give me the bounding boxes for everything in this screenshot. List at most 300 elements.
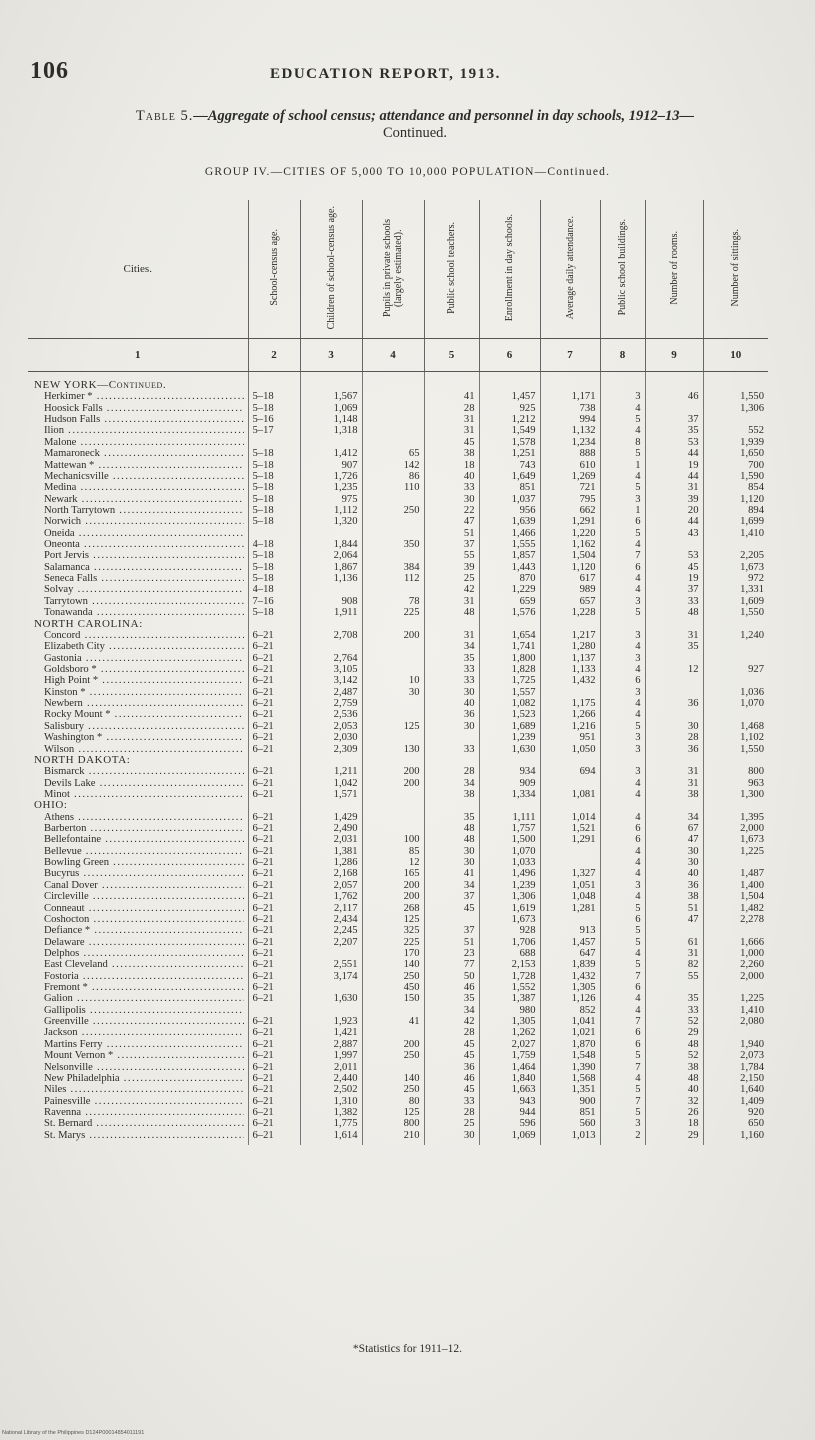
table-cell: 1,000 (740, 947, 764, 959)
table-cell: 30 (463, 493, 475, 505)
table-cell: 888 (579, 448, 596, 460)
table-cell: 1,468 (740, 720, 764, 732)
table-cell: 39 (463, 561, 475, 573)
table-cell: 1,412 (333, 448, 358, 460)
table-cell: 1,432 (571, 970, 596, 982)
table-cell: 7–16 (252, 595, 274, 607)
table-cell: 1,410 (740, 527, 764, 539)
table-caption (40, 108, 790, 142)
table-cell (367, 641, 420, 652)
column-number: 6 (479, 339, 540, 372)
table-cell: 7 (635, 1016, 641, 1028)
table-cell: 1,251 (511, 448, 536, 460)
table-cell (367, 653, 420, 664)
city-name: Ilion ..... (34, 425, 244, 436)
table-cell: 3 (635, 732, 641, 744)
table-cell: 4 (635, 777, 641, 789)
table-cell: 1,557 (511, 686, 536, 698)
column-rooms (645, 372, 703, 1146)
table-cell: 6–21 (252, 1038, 274, 1050)
table-cell: 4 (635, 788, 641, 800)
table-cell: 1 (635, 504, 641, 516)
table-cell (367, 709, 420, 720)
table-cell: 1,757 (511, 823, 536, 835)
table-cell: 2,117 (334, 902, 358, 914)
table-cell: 250 (403, 504, 420, 516)
table-cell: 951 (579, 732, 596, 744)
table-cell (253, 1005, 296, 1016)
table-cell: 6–21 (252, 698, 274, 710)
table-cell: 2,080 (740, 1016, 764, 1028)
table-cell: 45 (463, 902, 475, 914)
table-cell: 48 (463, 607, 475, 619)
table-cell: 55 (687, 970, 699, 982)
table-cell: 1,320 (333, 516, 358, 528)
table-cell: 907 (341, 459, 358, 471)
table-cell: 1,619 (511, 902, 536, 914)
table-cell (367, 414, 420, 425)
table-cell: 657 (579, 595, 596, 607)
table-cell: 1,216 (571, 720, 596, 732)
table-cell (650, 982, 699, 993)
city-name: Bismarck ..... (34, 766, 244, 777)
table-cell: 86 (408, 470, 420, 482)
table-cell: 6 (635, 561, 641, 573)
city-name: North Tarrytown ..... (34, 505, 244, 516)
table-cell (708, 857, 765, 868)
table-cell: 65 (408, 448, 420, 460)
table-cell: 6–21 (252, 823, 274, 835)
table-cell: 19 (687, 459, 699, 471)
table-cell: 1,229 (511, 584, 536, 596)
table-cell: 34 (463, 777, 475, 789)
table-cell (305, 380, 358, 391)
table-cell: 140 (403, 1072, 420, 1084)
table-cell: 8 (635, 436, 641, 448)
column-number: 9 (645, 339, 703, 372)
table-cell: 1,614 (333, 1129, 358, 1141)
table-cell: 894 (748, 504, 764, 516)
table-cell (650, 675, 699, 686)
table-cell: 1 (635, 459, 641, 471)
table-cell: 1,673 (740, 561, 764, 573)
table-cell (545, 755, 596, 766)
table-cell (367, 494, 420, 505)
table-cell: 38 (687, 891, 699, 903)
table-cell: 2,759 (333, 698, 358, 710)
table-cell (253, 380, 296, 391)
table-cell: 45 (463, 1084, 475, 1096)
table-cell: 5 (635, 925, 641, 937)
city-name: St. Marys ..... (34, 1130, 244, 1141)
table-cell (708, 675, 765, 686)
table-cell (650, 619, 699, 630)
table-cell: 30 (463, 720, 475, 732)
table-cell: 3 (635, 1118, 641, 1130)
footnote: *Statistics for 1911–12. (352, 1343, 463, 1355)
table-cell (429, 732, 475, 743)
city-name: Tonawanda ..... (34, 607, 244, 618)
table-cell: 6–21 (252, 788, 274, 800)
table-cell: 1,111 (512, 811, 536, 823)
column-number: 2 (248, 339, 300, 372)
table-cell: 1,689 (511, 720, 536, 732)
table-cell: 28 (463, 402, 475, 414)
table-cell: 48 (463, 823, 475, 835)
city-name: Delphos ..... (34, 948, 244, 959)
table-cell: 1,240 (740, 629, 764, 641)
table-cell: 6–21 (252, 857, 274, 869)
table-cell: 1,070 (511, 845, 536, 857)
table-cell: 5–18 (252, 470, 274, 482)
table-cell: 110 (404, 482, 420, 494)
table-cell: 1,576 (511, 607, 536, 619)
table-cell: 1,549 (511, 425, 536, 437)
header-enrollment (479, 200, 540, 339)
table-cell: 662 (579, 504, 596, 516)
table-cell: 268 (403, 902, 420, 914)
table-cell (545, 914, 596, 925)
table-cell: 1,137 (571, 652, 596, 664)
city-name: Martins Ferry ..... (34, 1039, 244, 1050)
city-name: Malone ..... (34, 437, 244, 448)
table-cell: 1,550 (740, 607, 764, 619)
table-cell: 1,521 (571, 823, 596, 835)
table-cell: 1,069 (333, 402, 358, 414)
city-name: Ravenna ..... (34, 1107, 244, 1118)
table-cell: 30 (463, 686, 475, 698)
column-buildings (600, 372, 645, 1146)
city-name: Galion ..... (34, 993, 244, 1004)
table-cell: 125 (403, 1107, 420, 1118)
city-name: Mamaroneck ..... (34, 448, 244, 459)
table-cell: 51 (463, 936, 475, 948)
table-cell: 5–18 (252, 448, 274, 460)
table-cell: 800 (403, 1118, 420, 1130)
table-cell: 909 (519, 777, 536, 789)
table-cell: 4 (635, 539, 641, 551)
city-name: Seneca Falls ..... (34, 573, 244, 584)
table-cell: 6–21 (252, 663, 274, 675)
table-cell: 2,490 (333, 823, 358, 835)
table-cell (429, 619, 475, 630)
table-cell: 1,725 (511, 675, 536, 687)
table-cell: 33 (463, 482, 475, 494)
table-cell: 1,269 (571, 470, 596, 482)
table-cell: 4 (635, 857, 641, 869)
header-label: Cities. (123, 263, 152, 275)
table-cell: 28 (463, 1107, 475, 1118)
city-name: Gallipolis ..... (34, 1005, 244, 1016)
table-cell: 12 (687, 663, 699, 675)
table-cell: 67 (687, 823, 699, 835)
table-cell (305, 528, 358, 539)
table-cell: 31 (687, 629, 699, 641)
table-cell (650, 800, 699, 811)
table-cell: 2,440 (333, 1072, 358, 1084)
table-cell (429, 380, 475, 391)
table-cell: 795 (579, 493, 596, 505)
table-cell: 1,331 (740, 584, 764, 596)
table-cell: 943 (519, 1095, 536, 1107)
table-cell: 6 (635, 1038, 641, 1050)
table-cell: 3 (635, 652, 641, 664)
table-cell: 47 (463, 516, 475, 528)
table-cell: 140 (403, 959, 420, 971)
table-cell: 5 (635, 959, 641, 971)
table-cell (253, 755, 296, 766)
table-cell (605, 755, 641, 766)
table-cell: 10 (408, 675, 420, 687)
table-cell: 142 (403, 459, 420, 471)
table-cell (367, 1005, 420, 1016)
table-cell (367, 516, 420, 527)
table-cell: 35 (463, 652, 475, 664)
table-cell: 694 (579, 766, 596, 778)
table-cell: 1,042 (333, 777, 358, 789)
table-cell: 6–21 (252, 868, 274, 880)
city-name: Hoosick Falls ..... (34, 403, 244, 414)
table-cell: 1,650 (740, 448, 764, 460)
column-city (28, 372, 248, 1146)
table-cell (708, 982, 765, 993)
table-cell: 250 (403, 1050, 420, 1062)
table-cell: 30 (687, 857, 699, 869)
table-cell: 5–18 (252, 482, 274, 494)
table-cell: 1,211 (334, 766, 358, 778)
table-cell (545, 778, 596, 789)
table-cell: 80 (408, 1095, 420, 1107)
table-cell: 2,053 (333, 720, 358, 732)
table-cell: 1,051 (571, 879, 596, 891)
table-cell: 225 (403, 936, 420, 948)
table-cell: 4 (635, 402, 641, 414)
table-cell: 1,784 (740, 1061, 764, 1073)
table-cell (708, 800, 765, 811)
table-cell: 1,432 (571, 675, 596, 687)
table-cell: 560 (579, 1118, 596, 1130)
table-cell: 927 (748, 663, 764, 675)
header-label: Number of sittings. (730, 228, 742, 307)
table-cell: 31 (463, 414, 475, 426)
group-title: GROUP IV.—CITIES OF 5,000 TO 10,000 POPULATION—Continued. (204, 166, 611, 178)
table-cell: 31 (463, 425, 475, 437)
table-cell: 6–21 (252, 1050, 274, 1062)
table-cell: 6 (635, 675, 641, 687)
table-cell: 30 (463, 845, 475, 857)
table-cell: 6 (635, 913, 641, 925)
city-name: Fostoria ..... (34, 971, 244, 982)
table-cell: 1,839 (571, 959, 596, 971)
city-name: Greenville ..... (34, 1016, 244, 1027)
table-label: Table 5. (135, 108, 194, 124)
table-cell: 77 (463, 959, 475, 971)
city-name: Athens ..... (34, 812, 244, 823)
table-cell: 596 (519, 1118, 536, 1130)
table-cell: 1,036 (740, 686, 764, 698)
page-number: 106 (30, 58, 69, 84)
city-name: Painesville ..... (34, 1096, 244, 1107)
table-cell: 52 (687, 1050, 699, 1062)
city-name: Wilson ..... (34, 744, 244, 755)
table-cell (650, 925, 699, 936)
city-name: Washington * ..... (34, 732, 244, 743)
table-cell: 2 (635, 1129, 641, 1141)
table-cell (708, 755, 765, 766)
table-cell: 6–21 (252, 947, 274, 959)
table-cell: 3 (635, 879, 641, 891)
table-cell: 1,997 (333, 1050, 358, 1062)
table-title: —Aggregate of school census; attendance and personnel in day schools, 1912–13— (193, 108, 695, 124)
table-cell: 1,759 (511, 1050, 536, 1062)
column-private-pupils (362, 372, 424, 1146)
table-cell (253, 619, 296, 630)
table-cell: 200 (403, 891, 420, 903)
table-cell (708, 1027, 765, 1038)
table-cell: 43 (687, 527, 699, 539)
table-cell: 6–21 (252, 709, 274, 721)
table-cell: 6–21 (252, 1084, 274, 1096)
table-cell: 4 (635, 709, 641, 721)
table-cell: 38 (687, 788, 699, 800)
table-cell: 5–18 (252, 459, 274, 471)
table-cell: 852 (579, 1004, 596, 1016)
table-cell: 1,069 (511, 1129, 536, 1141)
table-cell: 28 (463, 1027, 475, 1039)
table-cell: 6–21 (252, 959, 274, 971)
city-name: Bowling Green ..... (34, 857, 244, 868)
table-cell (708, 925, 765, 936)
table-cell: 4 (635, 811, 641, 823)
table-cell: 45 (463, 1038, 475, 1050)
table-cell: 31 (687, 766, 699, 778)
table-cell (367, 403, 420, 414)
table-cell: 1,395 (740, 811, 764, 823)
table-cell: 1,568 (571, 1072, 596, 1084)
city-name: Devils Lake ..... (34, 778, 244, 789)
table-cell: 34 (687, 811, 699, 823)
table-cell: 1,327 (571, 868, 596, 880)
table-cell: 3 (635, 686, 641, 698)
table-cell: 112 (404, 573, 420, 585)
table-cell: 1,334 (511, 788, 536, 800)
table-cell: 18 (463, 459, 475, 471)
city-name: Minot ..... (34, 789, 244, 800)
table-cell: 1,496 (511, 868, 536, 880)
table-cell (650, 687, 699, 698)
table-cell: 6 (635, 982, 641, 994)
table-cell: 1,590 (740, 470, 764, 482)
table-cell: 721 (579, 482, 596, 494)
table-cell: 1,082 (511, 698, 536, 710)
table-cell: 1,640 (740, 1084, 764, 1096)
table-cell: 1,291 (571, 834, 596, 846)
table-cell: 2,168 (333, 868, 358, 880)
table-cell: 1,037 (511, 493, 536, 505)
city-name: Gastonia ..... (34, 653, 244, 664)
table-cell: 2,000 (740, 970, 764, 982)
table-cell: 6–21 (252, 1072, 274, 1084)
table-cell: 1,741 (511, 641, 536, 653)
table-cell: 5–16 (252, 414, 274, 426)
table-cell: 35 (687, 993, 699, 1005)
table-cell: 928 (519, 925, 536, 937)
table-cell: 1,578 (511, 436, 536, 448)
table-cell: 1,381 (333, 845, 358, 857)
table-cell: 3 (635, 391, 641, 403)
table-cell: 165 (403, 868, 420, 880)
table-cell: 1,390 (571, 1061, 596, 1073)
table-cell (429, 755, 475, 766)
table-cell: 200 (403, 1038, 420, 1050)
table-cell (650, 403, 699, 414)
table-cell: 4–18 (252, 539, 274, 551)
table-cell: 45 (463, 1050, 475, 1062)
city-name: Salamanca ..... (34, 562, 244, 573)
table-cell: 2,887 (333, 1038, 358, 1050)
table-cell: 7 (635, 1061, 641, 1073)
table-cell: 1,382 (333, 1107, 358, 1118)
table-cell: 2,434 (333, 913, 358, 925)
table-cell (708, 619, 765, 630)
table-cell (367, 755, 420, 766)
table-cell: 854 (748, 482, 764, 494)
table-cell: 989 (579, 584, 596, 596)
table-cell: 51 (463, 527, 475, 539)
table-cell: 994 (579, 414, 596, 426)
table-cell: 1,266 (571, 709, 596, 721)
table-cell: 3,105 (333, 663, 358, 675)
table-cell: 1,673 (740, 834, 764, 846)
table-cell: 36 (687, 879, 699, 891)
table-cell: 200 (403, 629, 420, 641)
table-cell (650, 709, 699, 720)
table-cell: 2,207 (333, 936, 358, 948)
table-cell: 1,466 (511, 527, 536, 539)
table-cell: 38 (687, 1061, 699, 1073)
table-cell: 1,136 (333, 573, 358, 585)
table-cell: 41 (408, 1016, 420, 1028)
table-cell: 35 (463, 993, 475, 1005)
table-cell: 1,318 (333, 425, 358, 437)
table-cell (545, 800, 596, 811)
table-cell: 85 (408, 845, 420, 857)
header-private-pupils (362, 200, 424, 339)
table-cell: 1,550 (740, 391, 764, 403)
table-cell: 963 (748, 777, 764, 789)
table-cell: 1,228 (571, 607, 596, 619)
table-cell: 5–18 (252, 561, 274, 573)
city-name: Bellefontaine ..... (34, 834, 244, 845)
column-number: 1 (28, 339, 248, 372)
table-cell: 1,262 (511, 1027, 536, 1039)
table-cell: 52 (687, 1016, 699, 1028)
table-cell: 6–21 (252, 834, 274, 846)
table-cell: 6–21 (252, 732, 274, 744)
city-name: Port Jervis ..... (34, 550, 244, 561)
table-cell: 6–21 (252, 1016, 274, 1028)
table-cell (708, 414, 765, 425)
header-label: Public school buildings. (617, 219, 628, 316)
census-table (28, 200, 768, 1145)
table-cell: 1,162 (571, 539, 596, 551)
table-cell: 1,504 (740, 891, 764, 903)
table-cell (305, 619, 358, 630)
table-cell: 659 (519, 595, 536, 607)
state-heading: NORTH DAKOTA: (34, 754, 131, 766)
table-cell: 1,649 (511, 470, 536, 482)
header-label: Public school teachers. (446, 221, 457, 314)
